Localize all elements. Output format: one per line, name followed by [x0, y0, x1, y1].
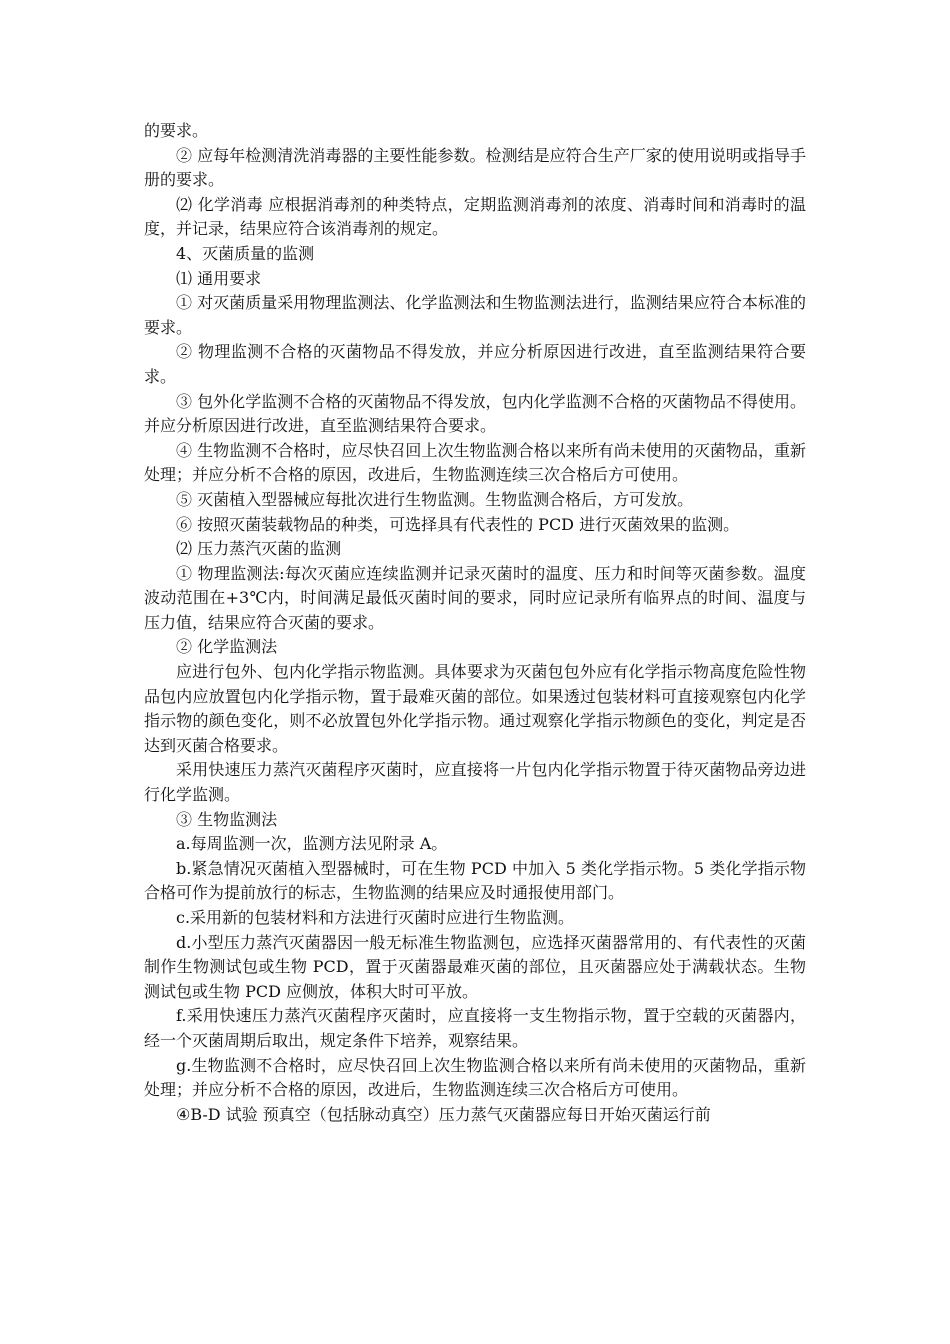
paragraph-bio-g: g.生物监测不合格时，应尽快召回上次生物监测合格以来所有尚未使用的灭菌物品，重新处理；并应分析不合格的原因，改进后，生物监测连续三次合格后方可使用。	[144, 1055, 806, 1100]
paragraph-item-5: ⑤ 灭菌植入型器械应每批次进行生物监测。生物监测合格后，方可发放。	[176, 489, 694, 509]
paragraph-chemical-indicators: 应进行包外、包内化学指示物监测。具体要求为灭菌包包外应有化学指示物高度危险性物品包内应放置包内化学指示物，置于最难灭菌的部位。如果透过包装材料可直接观察包内化学指示物的颜色变化，则不必放置包外化学指示物。通过观察化学指示物颜色的变化，判定是否达到灭菌合格要求。	[144, 662, 806, 755]
paragraph-bio-a: a.每周监测一次，监测方法见附录 A。	[176, 834, 448, 854]
paragraph-continuation: 的要求。	[144, 121, 209, 140]
paragraph-bd-test: ④B-D 试验 预真空（包括脉动真空）压力蒸气灭菌器应每日开始灭菌运行前	[176, 1104, 711, 1124]
subheading-biological-monitoring: ③ 生物监测法	[176, 809, 278, 829]
section-heading-sterilization-monitoring: 4、灭菌质量的监测	[176, 243, 315, 263]
subheading-steam-sterilization: ⑵ 压力蒸汽灭菌的监测	[176, 539, 342, 559]
subheading-general-requirements: ⑴ 通用要求	[176, 268, 262, 288]
paragraph-fast-steam-chemical: 采用快速压力蒸汽灭菌程序灭菌时，应直接将一片包内化学指示物置于待灭菌物品旁边进行化学监测。	[144, 760, 806, 805]
paragraph-item-4: ④ 生物监测不合格时，应尽快召回上次生物监测合格以来所有尚未使用的灭菌物品，重新处理；并应分析不合格的原因，改进后，生物监测连续三次合格后方可使用。	[144, 440, 806, 485]
paragraph-chemical-disinfection: ⑵ 化学消毒 应根据消毒剂的种类特点，定期监测消毒剂的浓度、消毒时间和消毒时的温度，并记录，结果应符合该消毒剂的规定。	[144, 194, 806, 239]
subheading-chemical-monitoring: ② 化学监测法	[176, 637, 278, 657]
paragraph-bio-f: f.采用快速压力蒸汽灭菌程序灭菌时，应直接将一支生物指示物，置于空载的灭菌器内，经一个灭菌周期后取出，规定条件下培养，观察结果。	[144, 1006, 806, 1050]
paragraph-bio-b: b.紧急情况灭菌植入型器械时，可在生物 PCD 中加入 5 类化学指示物。5 类化学指示物合格可作为提前放行的标志，生物监测的结果应及时通报使用部门。	[144, 858, 806, 903]
paragraph-item-6: ⑥ 按照灭菌装载物品的种类，可选择具有代表性的 PCD 进行灭菌效果的监测。	[176, 514, 740, 534]
paragraph-physical-monitoring: ① 物理监测法:每次灭菌应连续监测并记录灭菌时的温度、压力和时间等灭菌参数。温度波动范围在+3℃内，时间满足最低灭菌时间的要求，同时应记录所有临界点的时间、温度与压力值，结果应符合灭菌的要求。	[144, 563, 806, 632]
paragraph-item-3: ③ 包外化学监测不合格的灭菌物品不得发放，包内化学监测不合格的灭菌物品不得使用。并应分析原因进行改进，直至监测结果符合要求。	[144, 391, 806, 436]
paragraph-bio-d: d.小型压力蒸汽灭菌器因一般无标准生物监测包，应选择灭菌器常用的、有代表性的灭菌制作生物测试包或生物 PCD，置于灭菌器最难灭菌的部位，且灭菌器应处于满载状态。生物测试包或生物 PCD 应侧放，体积大时可平放。	[144, 932, 806, 1001]
paragraph-disinfector-annual-test: ② 应每年检测清洗消毒器的主要性能参数。检测结是应符合生产厂家的使用说明或指导手册的要求。	[144, 145, 806, 190]
paragraph-item-2: ② 物理监测不合格的灭菌物品不得发放，并应分析原因进行改进，直至监测结果符合要求。	[144, 342, 806, 386]
document-page	[144, 119, 806, 1127]
paragraph-bio-c: c.采用新的包装材料和方法进行灭菌时应进行生物监测。	[176, 908, 575, 927]
paragraph-item-1: ① 对灭菌质量采用物理监测法、化学监测法和生物监测法进行，监测结果应符合本标准的要求。	[144, 293, 806, 337]
